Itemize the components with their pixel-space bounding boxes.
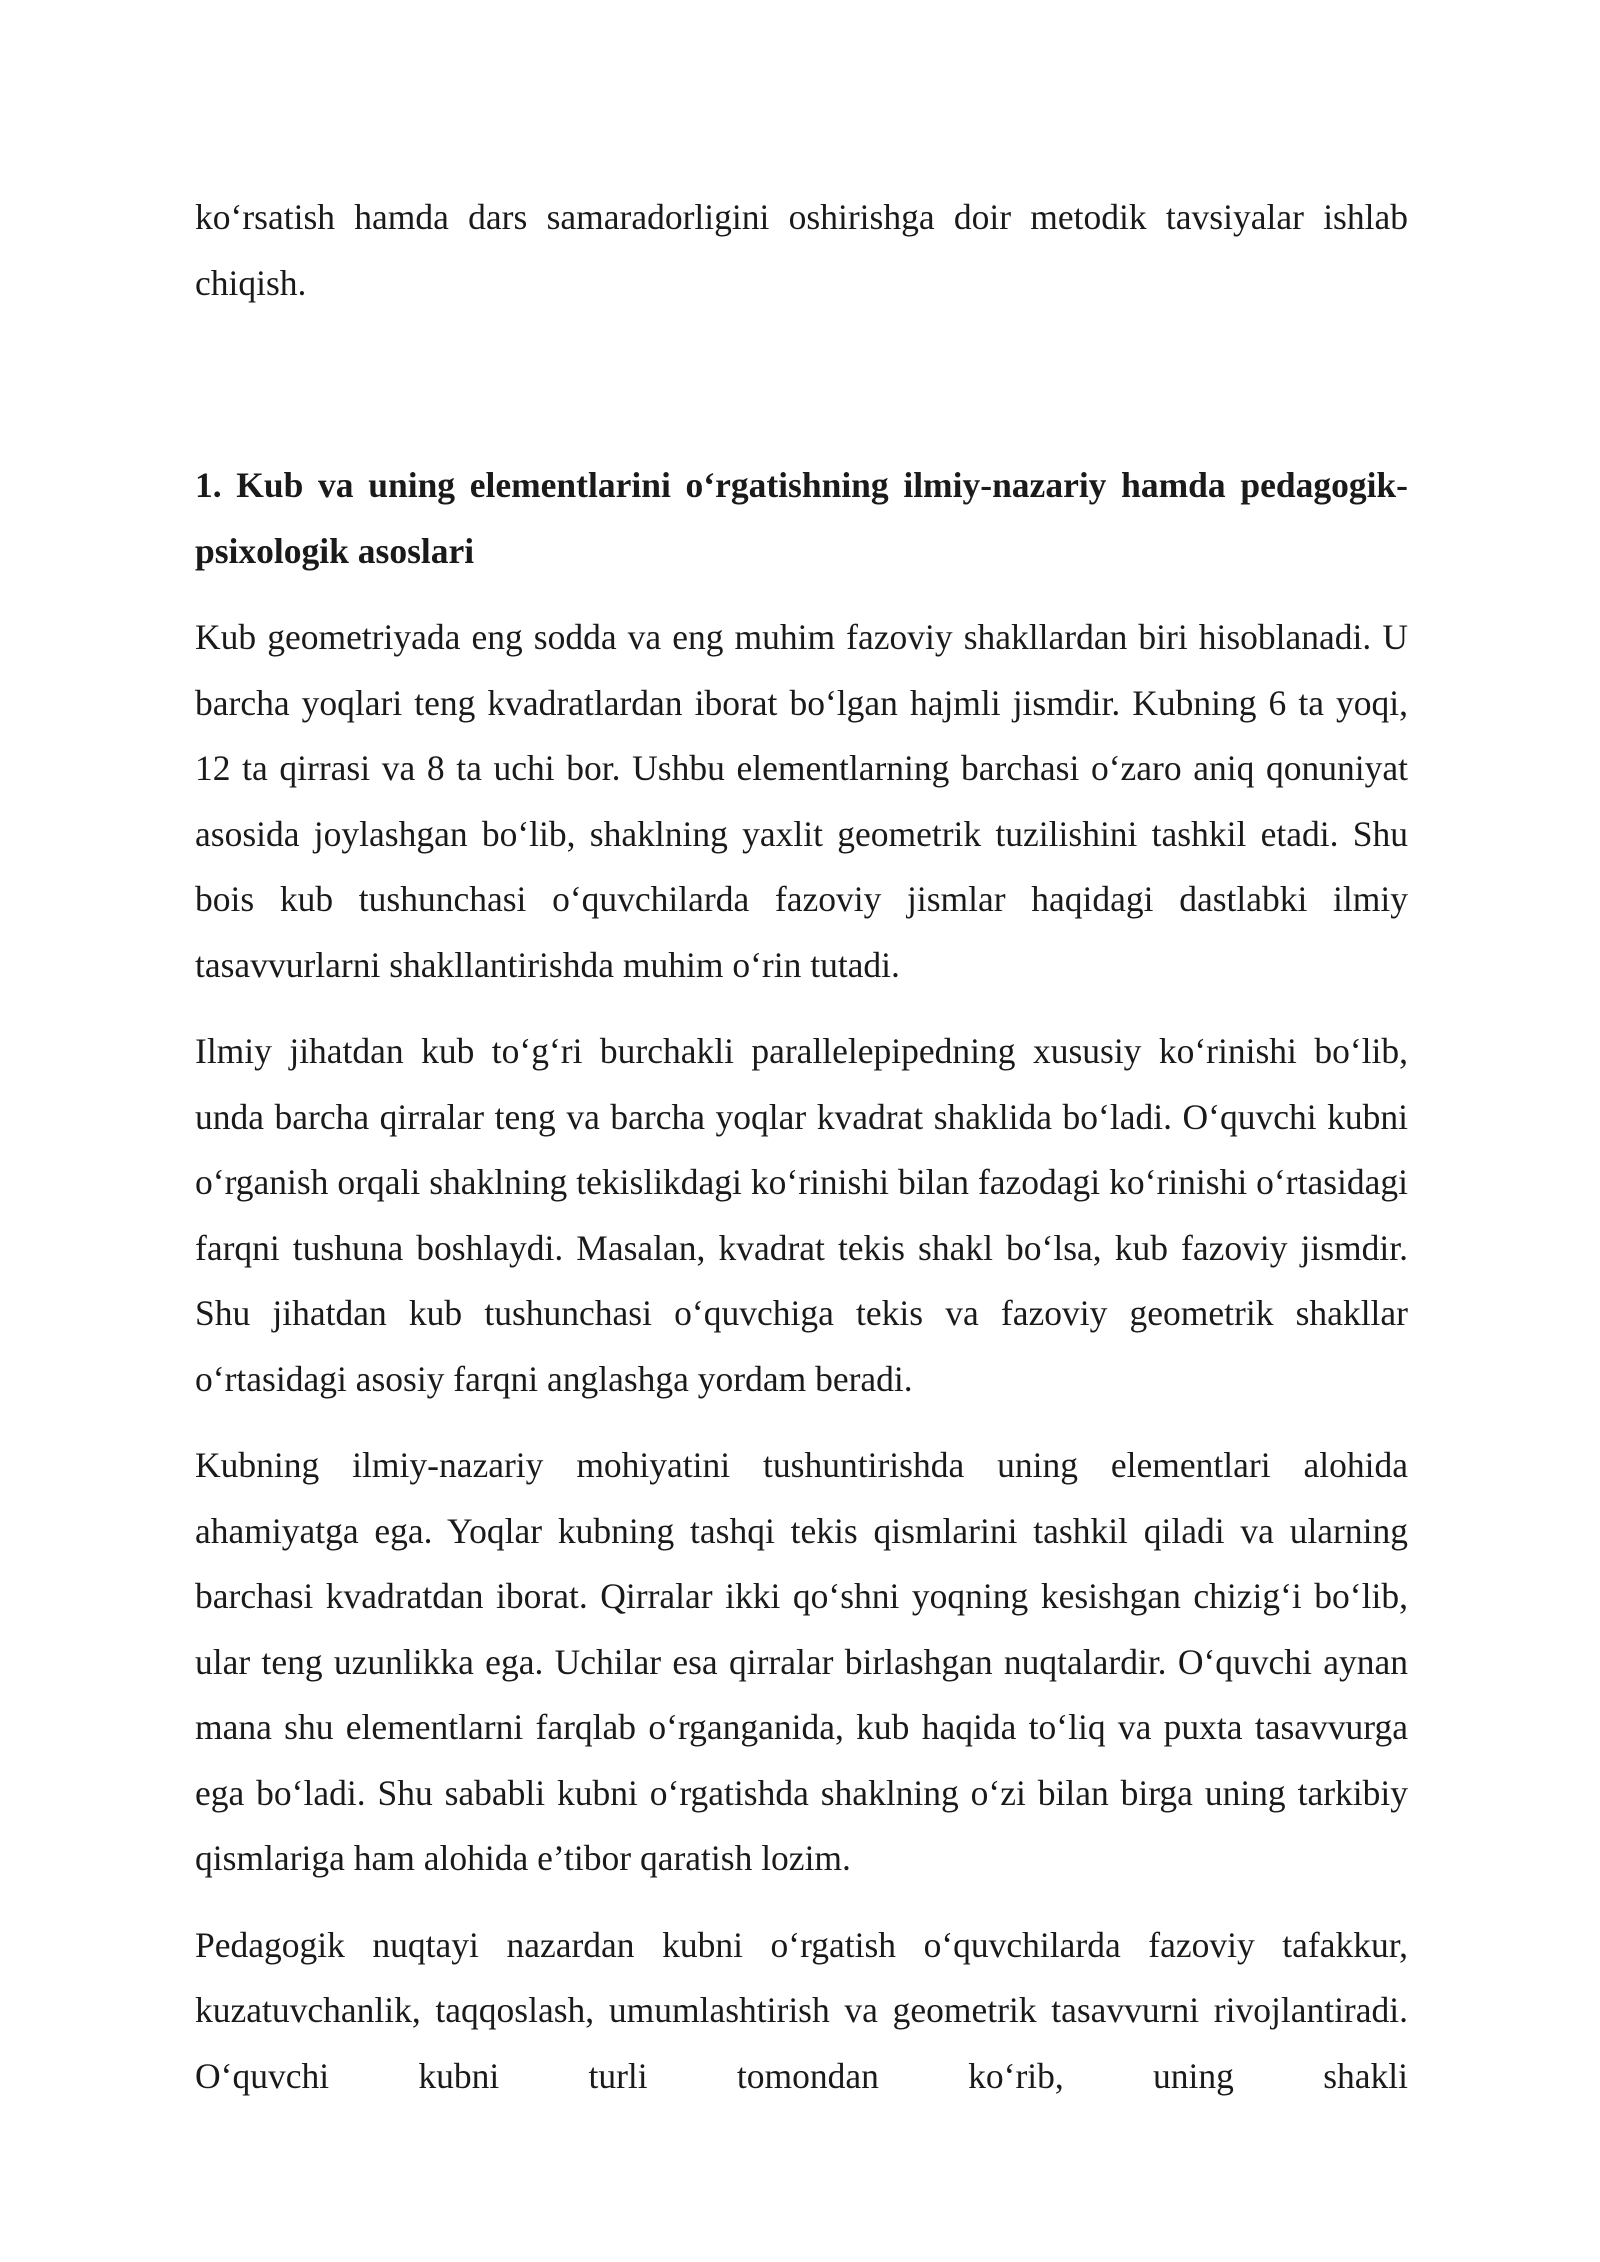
body-paragraph-4: Pedagogik nuqtayi nazardan kubni o‘rgatish o‘quvchilarda fazoviy tafakkur, kuzatuvchanlik, taqqoslash, umumlashtirish va geometrik tasavvurni rivojlantiradi. O‘quvchi kubni turli tomondan ko‘rib, uning shakli (195, 1924, 1408, 2096)
body-paragraph-1: Kub geometriyada eng sodda va eng muhim fazoviy shakllardan biri hisoblanadi. U barcha yoqlari teng kvadratlardan iborat bo‘lgan hajmli jismdir. Kubning 6 ta yoqi, 12 ta qirrasi va 8 ta uchi bor. Ushbu elementlarning barchasi o‘zaro aniq qonuniyat asosida joylashgan bo‘lib, shaklning yaxlit geometrik tuzilishini tashkil etadi. Shu bois kub tushunchasi o‘quvchilarda fazoviy jismlar haqidagi dastlabki ilmiy tasavvurlarni shakllantirishda muhim o‘rin tutadi. (195, 617, 1408, 985)
body-paragraph-2: Ilmiy jihatdan kub to‘g‘ri burchakli parallelepipedning xususiy ko‘rinishi bo‘lib, unda barcha qirralar teng va barcha yoqlar kvadrat shaklida bo‘ladi. O‘quvchi kubni o‘rganish orqali shaklning tekislikdagi ko‘rinishi bilan fazodagi ko‘rinishi o‘rtasidagi farqni tushuna boshlaydi. Masalan, kvadrat tekis shakl bo‘lsa, kub fazoviy jismdir. Shu jihatdan kub tushunchasi o‘quvchiga tekis va fazoviy geometrik shakllar o‘rtasidagi asosiy farqni anglashga yordam beradi. (195, 1031, 1408, 1399)
body-paragraph-3: Kubning ilmiy-nazariy mohiyatini tushuntirishda uning elementlari alohida ahamiyatga ega. Yoqlar kubning tashqi tekis qismlarini tashkil qiladi va ularning barchasi kvadratdan iborat. Qirralar ikki qo‘shni yoqning kesishgan chizig‘i bo‘lib, ular teng uzunlikka ega. Uchilar esa qirralar birlashgan nuqtalardir. O‘quvchi aynan mana shu elementlarni farqlab o‘rganganida, kub haqida to‘liq va puxta tasavvurga ega bo‘ladi. Shu sababli kubni o‘rgatishda shaklning o‘zi bilan birga uning tarkibiy qismlariga ham alohida e’tibor qaratish lozim. (195, 1445, 1408, 1878)
document-page (195, 185, 1408, 2130)
intro-paragraph: ko‘rsatish hamda dars samaradorligini oshirishga doir metodik tavsiyalar ishlab chiqish. (195, 197, 1408, 303)
section-heading: 1. Kub va uning elementlarini o‘rgatishning ilmiy-nazariy hamda pedagogik-psixologik asoslari (195, 465, 1408, 571)
